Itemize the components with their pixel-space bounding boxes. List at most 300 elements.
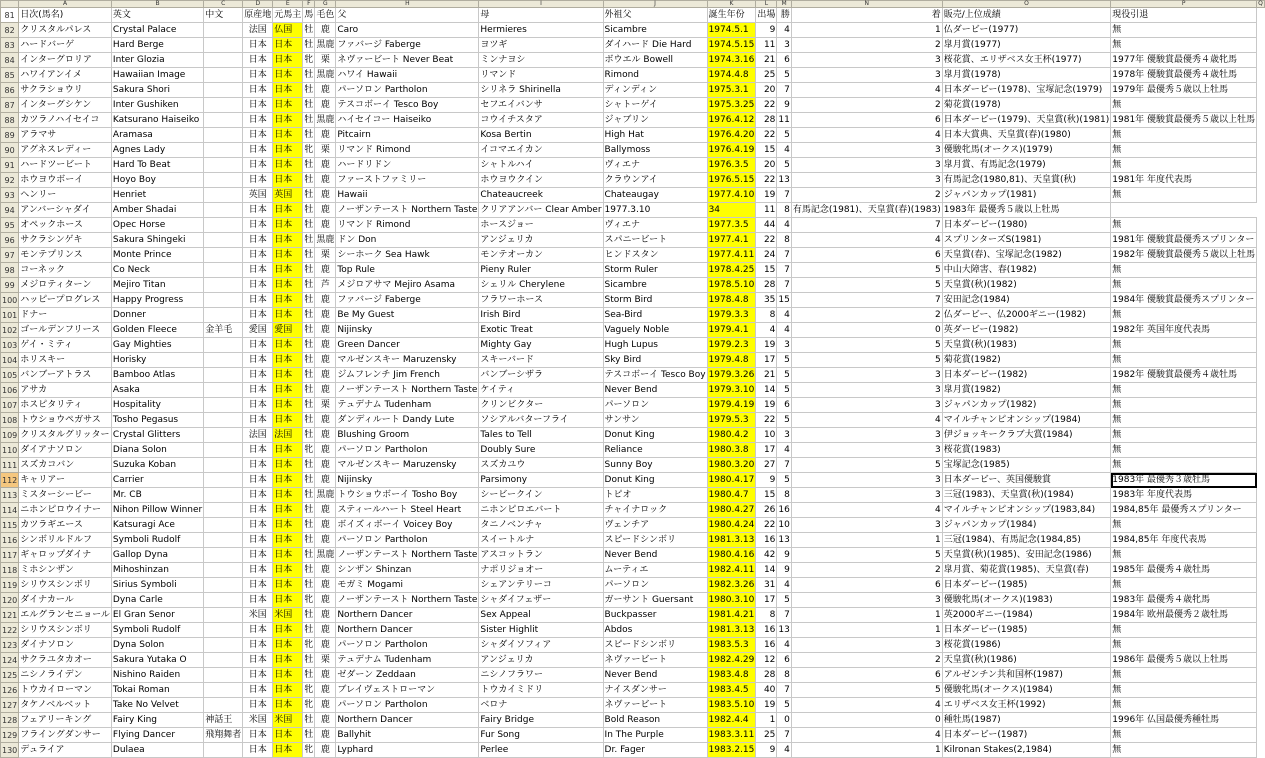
cell[interactable]: アルゼンチン共和国杯(1987) xyxy=(942,668,1111,683)
cell[interactable]: ニシノフラワー xyxy=(479,668,603,683)
cell[interactable]: ホウヨウクイン xyxy=(479,173,603,188)
cell[interactable]: 6 xyxy=(777,653,791,668)
cell[interactable]: 7 xyxy=(777,248,791,263)
cell[interactable]: Inter Gushiken xyxy=(111,98,203,113)
cell[interactable]: 日本 xyxy=(243,143,273,158)
cell[interactable]: ソシアルバターフライ xyxy=(479,413,603,428)
cell[interactable]: 日本 xyxy=(243,743,273,758)
cell[interactable]: トウショウボーイ Tosho Boy xyxy=(336,488,479,503)
cell[interactable]: 1984,85年 最優秀スプリンター xyxy=(1111,503,1257,518)
cell[interactable]: ミホシンザン xyxy=(19,563,112,578)
cell[interactable]: 鹿 xyxy=(315,173,336,188)
cell[interactable]: 4 xyxy=(777,23,791,38)
cell[interactable]: 日本 xyxy=(243,593,273,608)
cell[interactable]: フェアリーキング xyxy=(19,713,112,728)
cell[interactable]: 0 xyxy=(791,323,942,338)
cell[interactable]: 日本 xyxy=(273,488,303,503)
cell[interactable]: 6 xyxy=(791,578,942,593)
cell[interactable]: Mejiro Titan xyxy=(111,278,203,293)
cell[interactable] xyxy=(204,638,243,653)
cell[interactable]: モガミ Mogami xyxy=(336,578,479,593)
cell[interactable]: 牡 xyxy=(303,188,315,203)
cell[interactable] xyxy=(204,188,243,203)
column-header-g[interactable]: G xyxy=(315,1,336,8)
cell[interactable]: 日本 xyxy=(273,38,303,53)
cell[interactable]: シリウスシンボリ xyxy=(19,578,112,593)
cell[interactable]: El Gran Senor xyxy=(111,608,203,623)
cell[interactable]: 栗 xyxy=(315,398,336,413)
cell[interactable]: 3 xyxy=(777,338,791,353)
row-number[interactable]: 84 xyxy=(1,53,19,68)
row-number[interactable]: 91 xyxy=(1,158,19,173)
cell[interactable]: 22 xyxy=(756,233,777,248)
cell[interactable]: 8 xyxy=(777,233,791,248)
cell[interactable]: 9 xyxy=(756,23,777,38)
cell[interactable]: 牡 xyxy=(303,23,315,38)
cell[interactable] xyxy=(204,128,243,143)
column-header-b[interactable]: B xyxy=(111,1,203,8)
row-number[interactable]: 123 xyxy=(1,638,19,653)
cell[interactable]: 鹿 xyxy=(315,668,336,683)
cell[interactable]: イコマエイカン xyxy=(479,143,603,158)
cell[interactable]: 牡 xyxy=(303,713,315,728)
cell[interactable]: 日本 xyxy=(273,413,303,428)
cell[interactable]: 鹿 xyxy=(315,23,336,38)
cell[interactable]: 5 xyxy=(791,338,942,353)
cell[interactable]: 日本 xyxy=(273,473,303,488)
cell[interactable]: 日本 xyxy=(243,83,273,98)
cell[interactable] xyxy=(204,293,243,308)
cell[interactable]: 日次(馬名) xyxy=(19,8,112,23)
cell[interactable]: 仏ダービー、仏2000ギニー(1982) xyxy=(942,308,1111,323)
cell[interactable]: 天皇賞(秋)(1983) xyxy=(942,338,1111,353)
cell[interactable]: モンテオーカン xyxy=(479,248,603,263)
cell[interactable]: 11 xyxy=(756,38,777,53)
cell[interactable]: 牡 xyxy=(303,158,315,173)
row-number[interactable]: 116 xyxy=(1,533,19,548)
cell[interactable]: Horisky xyxy=(111,353,203,368)
cell[interactable]: 牡 xyxy=(303,323,315,338)
cell[interactable]: 3 xyxy=(791,68,942,83)
cell[interactable]: リマンド xyxy=(479,68,603,83)
cell[interactable]: 牡 xyxy=(303,548,315,563)
cell[interactable]: 17 xyxy=(756,593,777,608)
cell[interactable]: 牡 xyxy=(303,38,315,53)
cell[interactable]: 日本 xyxy=(273,83,303,98)
cell[interactable]: 8 xyxy=(777,488,791,503)
cell[interactable]: Hard To Beat xyxy=(111,158,203,173)
cell[interactable]: 日本 xyxy=(243,698,273,713)
cell[interactable]: 無 xyxy=(1111,38,1257,53)
cell[interactable]: ジャパンカップ(1984) xyxy=(942,518,1111,533)
cell[interactable]: ボウエル Bowell xyxy=(603,53,707,68)
cell[interactable]: シャダイフェザー xyxy=(479,593,603,608)
cell[interactable]: 日本 xyxy=(273,683,303,698)
cell[interactable]: 日本 xyxy=(273,263,303,278)
cell[interactable]: 1983年 最優秀３歳牡馬 xyxy=(1111,473,1257,488)
cell[interactable]: 40 xyxy=(756,683,777,698)
cell[interactable]: 日本 xyxy=(243,533,273,548)
cell[interactable]: サンサン xyxy=(603,413,707,428)
cell[interactable]: 4 xyxy=(777,578,791,593)
cell[interactable]: 1978.5.10 xyxy=(707,278,756,293)
cell[interactable]: ナポリジョオー xyxy=(479,563,603,578)
cell[interactable]: 鹿 xyxy=(315,188,336,203)
cell[interactable]: 1980.3.10 xyxy=(707,593,756,608)
cell[interactable]: ヘンリー xyxy=(19,188,112,203)
cell[interactable]: シャダイソフィア xyxy=(479,638,603,653)
cell[interactable]: ハードツービート xyxy=(19,158,112,173)
cell[interactable]: 牡 xyxy=(303,338,315,353)
cell[interactable]: 日本 xyxy=(243,338,273,353)
cell[interactable]: 日本 xyxy=(243,278,273,293)
cell[interactable]: 鹿 xyxy=(315,638,336,653)
cell[interactable]: 牡 xyxy=(303,398,315,413)
cell[interactable]: 15 xyxy=(777,293,791,308)
cell[interactable]: 日本 xyxy=(273,293,303,308)
cell[interactable]: 日本 xyxy=(273,728,303,743)
cell[interactable]: カツラギエース xyxy=(19,518,112,533)
cell[interactable]: 3 xyxy=(777,428,791,443)
cell[interactable]: 1976.4.20 xyxy=(707,128,756,143)
cell[interactable]: 法国 xyxy=(243,23,273,38)
cell[interactable]: 1980.3.8 xyxy=(707,443,756,458)
cell[interactable]: 5 xyxy=(791,278,942,293)
cell[interactable]: 9 xyxy=(756,743,777,758)
cell[interactable]: ヒンドスタン xyxy=(603,248,707,263)
cell[interactable]: 1980.4.27 xyxy=(707,503,756,518)
cell[interactable]: ヴェンチア xyxy=(603,518,707,533)
cell[interactable]: 22 xyxy=(756,518,777,533)
cell[interactable]: 日本 xyxy=(273,158,303,173)
cell[interactable]: 鹿 xyxy=(315,218,336,233)
cell[interactable]: 日本 xyxy=(243,128,273,143)
cell[interactable]: 毛色 xyxy=(315,8,336,23)
cell[interactable]: ボイズィボーイ Voicey Boy xyxy=(336,518,479,533)
cell[interactable]: スイートルナ xyxy=(479,533,603,548)
cell[interactable]: 17 xyxy=(756,443,777,458)
cell[interactable]: Katsuragi Ace xyxy=(111,518,203,533)
cell[interactable]: 日本 xyxy=(273,53,303,68)
cell[interactable]: Fur Song xyxy=(479,728,603,743)
cell[interactable]: 19 xyxy=(756,338,777,353)
cell[interactable]: ダイアナソロン xyxy=(19,443,112,458)
column-header-a[interactable]: A xyxy=(19,1,112,8)
cell[interactable]: 牡 xyxy=(303,368,315,383)
cell[interactable]: Sister Highlit xyxy=(479,623,603,638)
cell[interactable]: 1981年 優駿賞最優秀５歳以上牡馬 xyxy=(1111,113,1257,128)
cell[interactable]: 金羊毛 xyxy=(204,323,243,338)
cell[interactable]: 3 xyxy=(791,593,942,608)
cell[interactable]: 仏ダービー(1977) xyxy=(942,23,1111,38)
cell[interactable]: 牡 xyxy=(303,293,315,308)
cell[interactable]: 9 xyxy=(777,98,791,113)
cell[interactable]: Northern Dancer xyxy=(336,623,479,638)
select-all-corner[interactable] xyxy=(1,1,19,8)
cell[interactable]: カツラノハイセイコ xyxy=(19,113,112,128)
cell[interactable]: Hawaii xyxy=(336,188,479,203)
cell[interactable]: 鹿 xyxy=(315,503,336,518)
cell[interactable]: Crystal Palace xyxy=(111,23,203,38)
cell[interactable]: ハードリドン xyxy=(336,158,479,173)
cell[interactable]: 1983.4.5 xyxy=(707,683,756,698)
cell[interactable]: 無 xyxy=(1111,308,1257,323)
cell[interactable]: 28 xyxy=(756,113,777,128)
cell[interactable]: 鹿 xyxy=(315,533,336,548)
cell[interactable]: 牡 xyxy=(303,308,315,323)
cell[interactable]: Golden Fleece xyxy=(111,323,203,338)
cell[interactable]: Lyphard xyxy=(336,743,479,758)
cell[interactable] xyxy=(204,533,243,548)
cell[interactable]: 母 xyxy=(479,8,603,23)
cell[interactable] xyxy=(204,743,243,758)
cell[interactable]: 天皇賞(春)、宝塚記念(1982) xyxy=(942,248,1111,263)
cell[interactable]: 牡 xyxy=(303,218,315,233)
cell[interactable]: 桜花賞(1986) xyxy=(942,638,1111,653)
cell[interactable]: Mighty Gay xyxy=(479,338,603,353)
cell[interactable]: ゴールデンフリース xyxy=(19,323,112,338)
cell[interactable]: 2 xyxy=(791,308,942,323)
cell[interactable]: 22 xyxy=(756,173,777,188)
cell[interactable]: 日本 xyxy=(273,458,303,473)
cell[interactable]: 4 xyxy=(777,638,791,653)
cell[interactable]: 7 xyxy=(777,458,791,473)
cell[interactable]: 三冠(1983)、天皇賞(秋)(1984) xyxy=(942,488,1111,503)
cell[interactable]: 1979.3.3 xyxy=(707,308,756,323)
cell[interactable]: 日本 xyxy=(243,248,273,263)
cell[interactable]: Carrier xyxy=(111,473,203,488)
cell[interactable]: Dyna Carle xyxy=(111,593,203,608)
row-number[interactable]: 96 xyxy=(1,233,19,248)
cell[interactable]: ゲイ・ミティ xyxy=(19,338,112,353)
cell[interactable]: ムーティエ xyxy=(603,563,707,578)
cell[interactable]: 1979.4.19 xyxy=(707,398,756,413)
cell[interactable]: 無 xyxy=(1111,743,1257,758)
cell[interactable]: 無 xyxy=(1111,638,1257,653)
cell[interactable]: 牡 xyxy=(303,533,315,548)
cell[interactable]: Sicambre xyxy=(603,23,707,38)
cell[interactable]: 日本 xyxy=(243,683,273,698)
cell[interactable]: 黒鹿 xyxy=(315,548,336,563)
cell[interactable]: 無 xyxy=(1111,428,1257,443)
cell[interactable]: 9 xyxy=(756,473,777,488)
cell[interactable]: 鹿 xyxy=(315,473,336,488)
cell[interactable]: 無 xyxy=(1111,458,1257,473)
cell[interactable]: 2 xyxy=(791,563,942,578)
cell[interactable]: 安田記念(1984) xyxy=(942,293,1111,308)
cell[interactable]: 16 xyxy=(756,623,777,638)
cell[interactable]: 栗 xyxy=(315,653,336,668)
cell[interactable]: 鹿 xyxy=(315,458,336,473)
cell[interactable] xyxy=(204,428,243,443)
cell[interactable]: 英国 xyxy=(243,188,273,203)
cell[interactable]: 日本 xyxy=(273,338,303,353)
cell[interactable]: 1975.3.1 xyxy=(707,83,756,98)
cell[interactable]: ノーザンテースト Northern Taste xyxy=(336,383,479,398)
cell[interactable]: 5 xyxy=(791,548,942,563)
cell[interactable] xyxy=(204,233,243,248)
row-number[interactable]: 81 xyxy=(1,8,19,23)
cell[interactable]: 1 xyxy=(791,608,942,623)
cell[interactable]: 優駿牝馬(オークス)(1984) xyxy=(942,683,1111,698)
row-number[interactable]: 115 xyxy=(1,518,19,533)
cell[interactable]: Kosa Bertin xyxy=(479,128,603,143)
cell[interactable]: Tales to Tell xyxy=(479,428,603,443)
cell[interactable] xyxy=(204,668,243,683)
cell[interactable]: 日本ダービー(1978)、宝塚記念(1979) xyxy=(942,83,1111,98)
cell[interactable]: 牡 xyxy=(303,98,315,113)
cell[interactable]: 出場 xyxy=(756,8,777,23)
row-number[interactable]: 112 xyxy=(1,473,19,488)
cell[interactable]: Mr. CB xyxy=(111,488,203,503)
cell[interactable]: 鹿 xyxy=(315,563,336,578)
cell[interactable] xyxy=(204,683,243,698)
cell[interactable]: 3 xyxy=(791,443,942,458)
cell[interactable]: Mihoshinzan xyxy=(111,563,203,578)
cell[interactable]: 1982年 優駿賞最優秀４歳牡馬 xyxy=(1111,368,1257,383)
cell[interactable]: テスコボーイ Tesco Boy xyxy=(603,368,707,383)
cell[interactable]: Sea-Bird xyxy=(603,308,707,323)
cell[interactable]: 英2000ギニー(1984) xyxy=(942,608,1111,623)
cell[interactable]: 1976.4.12 xyxy=(707,113,756,128)
row-number[interactable]: 90 xyxy=(1,143,19,158)
cell[interactable]: Diana Solon xyxy=(111,443,203,458)
cell[interactable]: Blushing Groom xyxy=(336,428,479,443)
cell[interactable]: モンテプリンス xyxy=(19,248,112,263)
cell[interactable]: 栗 xyxy=(315,248,336,263)
cell[interactable]: 無 xyxy=(1111,263,1257,278)
cell[interactable]: チャイナロック xyxy=(603,503,707,518)
row-number[interactable]: 111 xyxy=(1,458,19,473)
cell[interactable]: 1983年 年度代表馬 xyxy=(1111,488,1257,503)
column-header-f[interactable]: F xyxy=(303,1,315,8)
cell[interactable]: 3 xyxy=(791,173,942,188)
cell[interactable]: 牡 xyxy=(303,428,315,443)
cell[interactable]: Co Neck xyxy=(111,263,203,278)
cell[interactable]: ガーサント Guersant xyxy=(603,593,707,608)
cell[interactable]: 5 xyxy=(791,353,942,368)
cell[interactable]: 1979.3.10 xyxy=(707,383,756,398)
cell[interactable]: Sakura Shori xyxy=(111,83,203,98)
cell[interactable]: アンバーシャダイ xyxy=(19,203,112,218)
cell[interactable]: 3 xyxy=(791,398,942,413)
cell[interactable]: 日本 xyxy=(243,383,273,398)
cell[interactable]: 1980.3.20 xyxy=(707,458,756,473)
cell[interactable]: 日本 xyxy=(273,533,303,548)
cell[interactable] xyxy=(204,83,243,98)
cell[interactable] xyxy=(204,173,243,188)
cell[interactable]: 1982.3.26 xyxy=(707,578,756,593)
cell[interactable]: 7 xyxy=(791,218,942,233)
cell[interactable] xyxy=(204,248,243,263)
cell[interactable]: アグネスレディー xyxy=(19,143,112,158)
cell[interactable]: 英文 xyxy=(111,8,203,23)
cell[interactable]: 1981年 年度代表馬 xyxy=(1111,173,1257,188)
cell[interactable]: 0 xyxy=(791,713,942,728)
cell[interactable]: サクラショウリ xyxy=(19,83,112,98)
cell[interactable]: 日本 xyxy=(273,368,303,383)
cell[interactable] xyxy=(204,488,243,503)
cell[interactable]: 日本ダービー(1985) xyxy=(942,623,1111,638)
cell[interactable]: 無 xyxy=(1111,218,1257,233)
cell[interactable]: 牝 xyxy=(303,743,315,758)
cell[interactable]: Hoyo Boy xyxy=(111,173,203,188)
column-header-i[interactable]: I xyxy=(479,1,603,8)
cell[interactable]: 英国 xyxy=(273,188,303,203)
cell[interactable]: 4 xyxy=(791,698,942,713)
cell[interactable]: ミンナヨシ xyxy=(479,53,603,68)
cell[interactable] xyxy=(204,368,243,383)
cell[interactable] xyxy=(204,473,243,488)
cell[interactable]: 馬 xyxy=(303,8,315,23)
cell[interactable]: Tokai Roman xyxy=(111,683,203,698)
cell[interactable]: 0 xyxy=(777,713,791,728)
row-number[interactable]: 114 xyxy=(1,503,19,518)
cell[interactable]: Northern Dancer xyxy=(336,713,479,728)
cell[interactable]: 無 xyxy=(1111,398,1257,413)
cell[interactable]: 1984年 欧州最優秀２歳牡馬 xyxy=(1111,608,1257,623)
cell[interactable]: 15 xyxy=(756,143,777,158)
cell[interactable]: 9 xyxy=(777,548,791,563)
cell[interactable]: 1978.4.25 xyxy=(707,263,756,278)
cell[interactable]: 1980.4.24 xyxy=(707,518,756,533)
cell[interactable]: 鹿 xyxy=(315,293,336,308)
cell[interactable]: 勝 xyxy=(777,8,791,23)
cell[interactable]: 黒鹿 xyxy=(315,113,336,128)
cell[interactable]: Donner xyxy=(111,308,203,323)
cell[interactable]: 1982.4.29 xyxy=(707,653,756,668)
cell[interactable]: 牝 xyxy=(303,683,315,698)
cell[interactable]: 牝 xyxy=(303,593,315,608)
cell[interactable]: スパニービート xyxy=(603,233,707,248)
cell[interactable]: 日本 xyxy=(273,503,303,518)
row-number[interactable]: 85 xyxy=(1,68,19,83)
cell[interactable]: 日本 xyxy=(243,173,273,188)
cell[interactable]: コーネック xyxy=(19,263,112,278)
cell[interactable]: ファバージ Faberge xyxy=(336,38,479,53)
cell[interactable]: 無 xyxy=(1111,578,1257,593)
cell[interactable]: 牡 xyxy=(303,173,315,188)
cell[interactable]: 1977年 優駿賞最優秀４歳牝馬 xyxy=(1111,53,1257,68)
cell[interactable]: 日本 xyxy=(273,623,303,638)
cell[interactable]: 1979.4.1 xyxy=(707,323,756,338)
cell[interactable]: 4 xyxy=(791,83,942,98)
cell[interactable]: 44 xyxy=(756,218,777,233)
cell[interactable]: 3 xyxy=(791,143,942,158)
cell[interactable]: 皐月賞(1977) xyxy=(942,38,1111,53)
cell[interactable]: 牡 xyxy=(303,68,315,83)
cell[interactable]: 1986年 最優秀５歳以上牡馬 xyxy=(1111,653,1257,668)
cell[interactable]: 2 xyxy=(791,38,942,53)
cell[interactable]: 1975.3.25 xyxy=(707,98,756,113)
cell[interactable]: 日本 xyxy=(243,443,273,458)
cell[interactable]: 日本 xyxy=(273,578,303,593)
cell[interactable]: 日本 xyxy=(243,623,273,638)
cell[interactable]: 無 xyxy=(1111,413,1257,428)
column-header-d[interactable]: D xyxy=(243,1,273,8)
cell[interactable]: 神話王 xyxy=(204,713,243,728)
cell[interactable]: 飛翔舞者 xyxy=(204,728,243,743)
cell[interactable]: 2 xyxy=(791,98,942,113)
cell[interactable] xyxy=(204,698,243,713)
cell[interactable]: 5 xyxy=(791,683,942,698)
cell[interactable]: 4 xyxy=(777,743,791,758)
cell[interactable]: ディンディン xyxy=(603,83,707,98)
cell[interactable]: ケイティ xyxy=(479,383,603,398)
cell[interactable]: 牡 xyxy=(303,203,315,218)
row-number[interactable]: 107 xyxy=(1,398,19,413)
row-number[interactable]: 100 xyxy=(1,293,19,308)
